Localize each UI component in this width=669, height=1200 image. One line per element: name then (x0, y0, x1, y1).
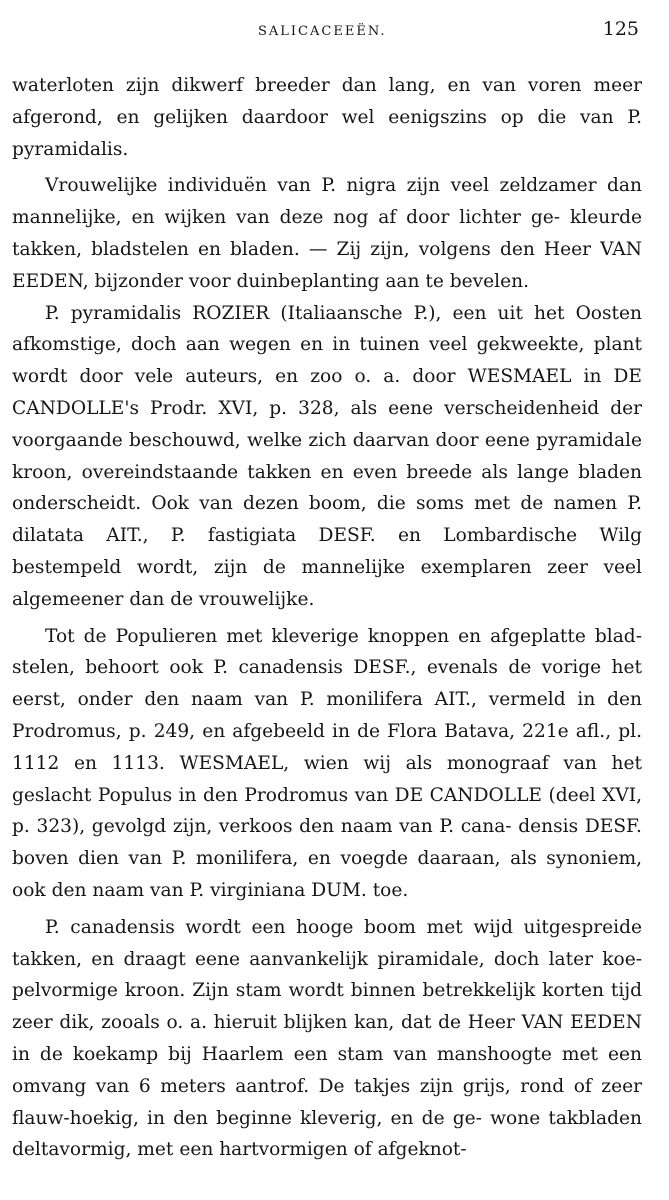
text-line: kroon, overeindstaande takken en even breede als lange bladen (12, 461, 642, 483)
text-line: XVI, p. 323), gevolgd zijn, verkoos den naam van P. cana- (12, 784, 642, 838)
paragraph-3 (12, 298, 642, 616)
paragraph-4 (12, 621, 642, 907)
text-line: Prodromus, p. 249, en afgebeeld in de Flora Batava, 221e afl., (12, 720, 619, 742)
text-line: pelvormige kroon. Zijn stam wordt binnen betrekkelijk korten (12, 980, 611, 1002)
text-line: met een omvang van 6 meters aantrof. De takjes zijn grijs, (12, 1043, 642, 1097)
text-line: pyramidalis. (12, 138, 129, 160)
paragraph-1 (12, 70, 642, 165)
text-line: takken, en draagt eene aanvankelijk piramidale, doch later koe- (12, 948, 642, 970)
text-line: geslacht Populus in den Prodromus van DE CANDOLLE (deel (12, 784, 603, 806)
text-line: P. canadensis wordt een hooge boom met wijd uitgespreide (45, 916, 642, 938)
text-line: densis DESF. boven dien van P. monilifera, en voegde daaraan, (12, 816, 642, 870)
text-line: dilatata AIT., P. fastigiata DESF. en Lombardische Wilg (12, 525, 642, 547)
text-line: CANDOLLE's Prodr. XVI, p. 328, als eene verscheidenheid der (12, 397, 642, 419)
text-line: afkomstige, doch aan wegen en in tuinen veel gekweekte, plant (12, 334, 642, 356)
text-line: afgerond, en gelijken daardoor wel eenigszins op die van P. (12, 106, 642, 128)
running-header (0, 14, 669, 44)
text-line: onderscheidt. Ook van dezen boom, die soms met de namen P. (12, 493, 642, 515)
text-line: bestempeld wordt, zijn de mannelijke exemplaren zeer veel (12, 556, 642, 578)
body-text (12, 70, 642, 1166)
text-line: stelen, behoort ook P. canadensis DESF., evenals de vorige het (12, 657, 642, 679)
text-line: dan mannelijke, en wijken van deze nog af door lichter ge- (12, 175, 642, 229)
text-line: wone takbladen deltavormig, met een hartvormigen of afgeknot- (12, 1107, 642, 1161)
text-line: Tot de Populieren met kleverige knoppen en afgeplatte blad- (45, 625, 642, 647)
text-line: pl. 1112 en 1113. WESMAEL, wien wij als monograaf van het (12, 720, 642, 774)
text-line: rond of zeer flauw-hoekig, in den beginne kleverig, en de ge- (12, 1075, 642, 1129)
text-line: Heer VAN EEDEN, bijzonder voor duinbeplanting aan te bevelen. (12, 238, 642, 292)
text-line: als synoniem, ook den naam van P. virginiana DUM. toe. (12, 848, 642, 901)
running-title: SALICACEEËN. (258, 24, 387, 39)
text-line: algemeener dan de vrouwelijke. (12, 588, 315, 610)
text-line: P. pyramidalis ROZIER (Italiaansche P.), een uit het Oosten (45, 302, 642, 324)
text-line: eerst, onder den naam van P. monilifera AIT., vermeld in den (12, 689, 642, 711)
page-number: 125 (602, 18, 639, 40)
text-line: waterloten zijn dikwerf breeder dan lang, en van voren meer (12, 75, 642, 96)
text-line: EEDEN in de koekamp bij Haarlem een stam van manshoogte (12, 1012, 642, 1065)
text-line: tijd zeer dik, zooals o. a. hieruit blijken kan, dat de Heer VAN (12, 980, 642, 1034)
paragraph-5 (12, 912, 642, 1166)
text-line: Vrouwelijke individuën van P. nigra zijn veel zeldzamer (45, 175, 608, 197)
text-line: kleurde takken, bladstelen en bladen. — Zij zijn, volgens den (12, 207, 642, 260)
text-line: voorgaande beschouwd, welke zich daarvan door eene pyramidale (12, 429, 642, 451)
paragraph-2 (12, 170, 642, 297)
text-line: wordt door vele auteurs, en zoo o. a. door WESMAEL in DE (12, 366, 642, 388)
